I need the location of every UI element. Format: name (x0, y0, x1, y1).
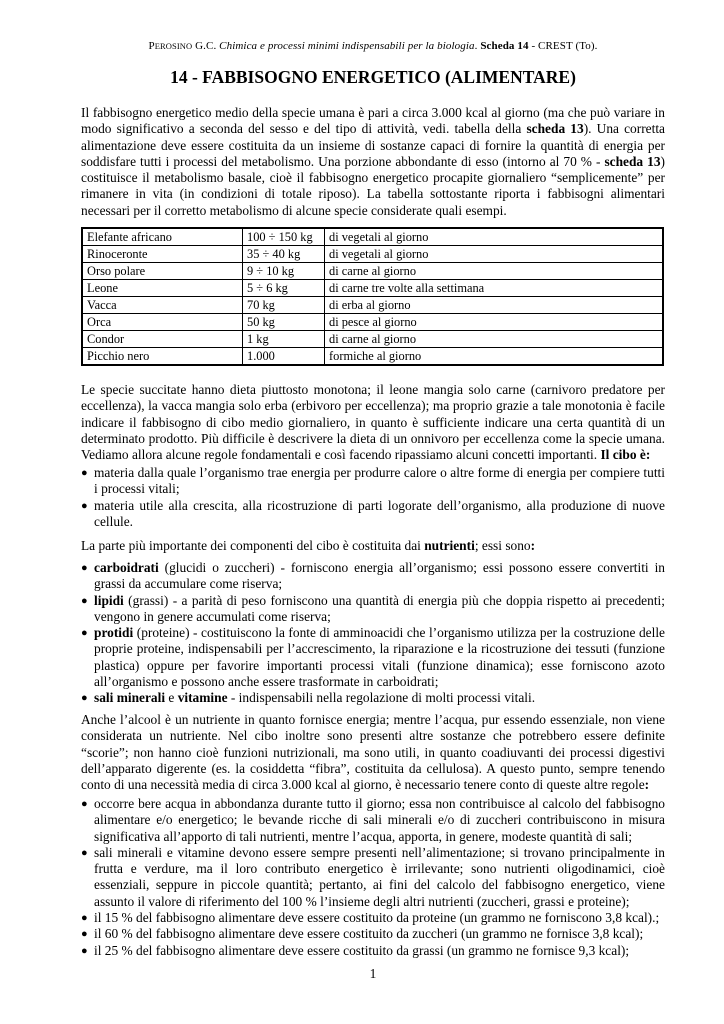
animal-name: Vacca (82, 297, 243, 314)
animal-quantity: 1 kg (243, 331, 325, 348)
bullet-icon: ● (81, 627, 88, 640)
table-row (82, 331, 663, 348)
animal-food: di carne al giorno (325, 263, 664, 280)
bullet-icon: ● (81, 467, 88, 479)
animal-name: Leone (82, 280, 243, 297)
list-item (81, 926, 665, 942)
page-number: 1 (369, 966, 377, 981)
list-item-text: materia dalla quale l’organismo trae energia per produrre calore o altre forme di energia per compiere tutti i processi vitali; (94, 465, 665, 497)
bullet-icon: ● (81, 798, 88, 810)
list-item (81, 845, 665, 910)
table-row (82, 314, 663, 331)
intro-paragraph (81, 105, 665, 219)
bullet-icon: ● (81, 499, 88, 512)
page-title: 14 - FABBISOGNO ENERGETICO (ALIMENTARE) (170, 67, 576, 87)
animal-food: di vegetali al giorno (325, 246, 664, 263)
alcool-paragraph (81, 712, 665, 793)
list-item-text: il 60 % del fabbisogno alimentare deve essere costituito da zuccheri (un grammo ne fornisce 3,8 kcal); (94, 926, 644, 942)
alcool-text: Anche l’alcool è un nutriente in quanto fornisce energia; mentre l’acqua, pur essendo essenziale, non viene considerata un nutriente. Nel cibo inoltre sono presenti altre sostanze che potrebbero essere definite “scorie”; non hanno cioè funzioni nutrizionali, ma sono utili, in quanto coadiuvanti dei processi digestivi dell’apparato digerente (es. la cosiddetta “fibra”, costituita da cellulosa). A questo punto, sempre tenendo conto di una necessità media di circa 3.000 kcal al giorno, è necessario tenere conto di queste altre regole (81, 712, 665, 793)
list-item-text: materia utile alla crescita, alla ricostruzione di parti logorate dell’organismo, alla produzione di nuove cellule. (94, 497, 665, 529)
nutrient-description: (glucidi o zuccheri) - forniscono energia all’organismo; essi possono essere convertiti in grassi da accumulare come riserva; (94, 560, 665, 592)
animal-quantity: 1.000 (243, 348, 325, 366)
animal-name: Picchio nero (82, 348, 243, 366)
list-item-text: occorre bere acqua in abbondanza durante tutto il giorno; essa non contribuisce al calcolo del fabbisogno alimentare e/o energetico; le bevande ricche di sali minerali e/o di zuccheri contribuiscono in misura significativa all’apporto di tali nutrienti, mentre l’acqua, apporta, in genere, modeste quantità di sali; (94, 796, 665, 844)
author-name: EROSINO (154, 41, 193, 51)
cibo-list (81, 465, 665, 530)
animal-quantity: 70 kg (243, 297, 325, 314)
book-title: Chimica e processi minimi indispensabili per la biologia (219, 40, 475, 52)
list-item-text: il 15 % del fabbisogno alimentare deve essere costituito da proteine (un grammo ne forniscono 3,8 kcal).; (94, 910, 660, 926)
animal-food: formiche al giorno (325, 348, 664, 366)
running-header (81, 40, 665, 52)
list-item (81, 593, 665, 626)
list-item (81, 690, 665, 706)
diet-paragraph (81, 382, 665, 463)
nutrienti-list (81, 560, 665, 707)
list-item (81, 465, 665, 498)
author-suffix: G.C. (192, 40, 220, 52)
animal-name: Orso polare (82, 263, 243, 280)
intro-scheda-ref-2: scheda 13 (604, 153, 661, 169)
list-item (81, 498, 665, 531)
table-row (82, 263, 663, 280)
animal-quantity: 35 ÷ 40 kg (243, 246, 325, 263)
nutrient-name-2: vitamine (177, 690, 228, 706)
intro-text-3: ) costituisce il metabolismo basale, cioè il fabbisogno energetico procapite giornaliero “semplicemente” per rimanere in vita (in condizioni di totale riposo). La tabella sottostante riporta i fabbisogni alimentari necessari per il corretto metabolismo di alcune specie considerate quali esempi. (81, 153, 665, 218)
bullet-icon: ● (81, 846, 88, 859)
animal-quantity: 9 ÷ 10 kg (243, 263, 325, 280)
animal-food: di erba al giorno (325, 297, 664, 314)
cibo-lead: Il cibo è: (600, 447, 651, 463)
list-item (81, 560, 665, 593)
diet-text: Le specie succitate hanno dieta piuttosto monotona; il leone mangia solo carne (carnivoro predatore per eccellenza), la vacca mangia solo erba (erbivoro per eccellenza); ma proprio grazie a tale monotonia è facile indicare il fabbisogno di cibo medio giornaliero, in quanto è sufficiente indicare una certa quantità di un determinato prodotto. Più difficile è descrivere la dieta di un onnivoro per eccellenza come la specie umana. Vediamo allora alcune regole fondamentali e così facendo ripassiamo alcuni concetti importanti. (81, 382, 665, 463)
nutrienti-term: nutrienti (424, 538, 475, 553)
animal-food: di pesce al giorno (325, 314, 664, 331)
animal-food: di carne tre volte alla settimana (325, 280, 664, 297)
nutrient-conjunction: e (165, 690, 178, 706)
animal-quantity: 50 kg (243, 314, 325, 331)
nutrient-name: protidi (94, 625, 134, 641)
animal-food: di vegetali al giorno (325, 228, 664, 246)
table-row (82, 246, 663, 263)
nutrient-name: carboidrati (94, 560, 159, 575)
bullet-icon: ● (81, 562, 88, 574)
animal-name: Orca (82, 314, 243, 331)
list-item (81, 943, 665, 959)
bullet-icon: ● (81, 692, 88, 705)
nutrienti-intro (81, 538, 665, 554)
nutrient-description: (grassi) - a parità di peso forniscono una quantità di energia più che doppia rispetto ai precedenti; vengono in genere accumulati come riserva; (94, 592, 665, 624)
intro-text-2: ). Una corretta alimentazione deve essere costituita da un insieme di sostanze capaci di fornire la quantità di energia per soddisfare tutti i processi del metabolismo. Una porzione abbondante di esso (intorno al 70 % - (81, 121, 665, 169)
nutrienti-intro-text-2: ; essi sono (474, 538, 531, 553)
scheda-label: Scheda 14 (480, 40, 529, 52)
table-row (82, 348, 663, 366)
table-row (82, 297, 663, 314)
nutrient-description: - indispensabili nella regolazione di molti processi vitali. (227, 690, 536, 706)
list-item-text: il 25 % del fabbisogno alimentare deve essere costituito da grassi (un grammo ne fornisce 9,3 kcal); (94, 942, 630, 958)
list-item-text: sali minerali e vitamine devono essere sempre presenti nell’alimentazione; si trovano principalmente in frutta e verdure, ma il loro contributo energetico è irrilevante; sono nutrienti oligodinamici, cioè essenziali, seppure in piccole quantità; pertanto, ai fini del calcolo del fabbisogno energetico, viene assunto il valore di riferimento del 100 % l’insieme degli altri nutrienti (zuccheri, grassi e proteine); (94, 844, 665, 909)
animal-name: Condor (82, 331, 243, 348)
animal-name: Rinoceronte (82, 246, 243, 263)
animal-needs-table (81, 227, 664, 366)
table-row (82, 280, 663, 297)
list-item (81, 796, 665, 845)
intro-text-1: Il fabbisogno energetico medio della specie umana è pari a circa 3.000 kcal al giorno (ma che può variare in modo significativo a seconda del sesso e del tipo di attività, vedi. tabella della (81, 105, 665, 137)
author-initial: P (148, 40, 155, 52)
bullet-icon: ● (81, 944, 88, 957)
header-tail: - CREST (To). (528, 40, 598, 52)
bullet-icon: ● (81, 594, 88, 607)
table-row (82, 228, 663, 246)
regole-list (81, 796, 665, 959)
nutrienti-colon: : (530, 538, 536, 553)
animal-food: di carne al giorno (325, 331, 664, 348)
list-item (81, 625, 665, 690)
animal-quantity: 5 ÷ 6 kg (243, 280, 325, 297)
intro-scheda-ref-1: scheda 13 (526, 121, 584, 137)
list-item (81, 910, 665, 926)
bullet-icon: ● (81, 912, 88, 925)
alcool-colon: : (644, 777, 650, 793)
animal-quantity: 100 ÷ 150 kg (243, 228, 325, 246)
header-sep: . (474, 40, 481, 52)
animal-name: Elefante africano (82, 228, 243, 246)
nutrient-name: sali minerali (94, 690, 166, 706)
nutrient-description: (proteine) - costituiscono la fonte di amminoacidi che l’organismo utilizza per la costruzione delle proprie proteine, indispensabili per l’accrescimento, la riparazione e la ricostruzione dei tessuti (funzione plastica) oppure per favorire importanti processi vitali (funzione dinamica); esse forniscono azoto all’organismo e possono anche essere trasformate in carboidrati; (94, 625, 665, 690)
nutrient-name: lipidi (94, 592, 124, 608)
bullet-icon: ● (81, 928, 88, 941)
nutrienti-intro-text: La parte più importante dei componenti del cibo è costituita dai (81, 538, 425, 553)
